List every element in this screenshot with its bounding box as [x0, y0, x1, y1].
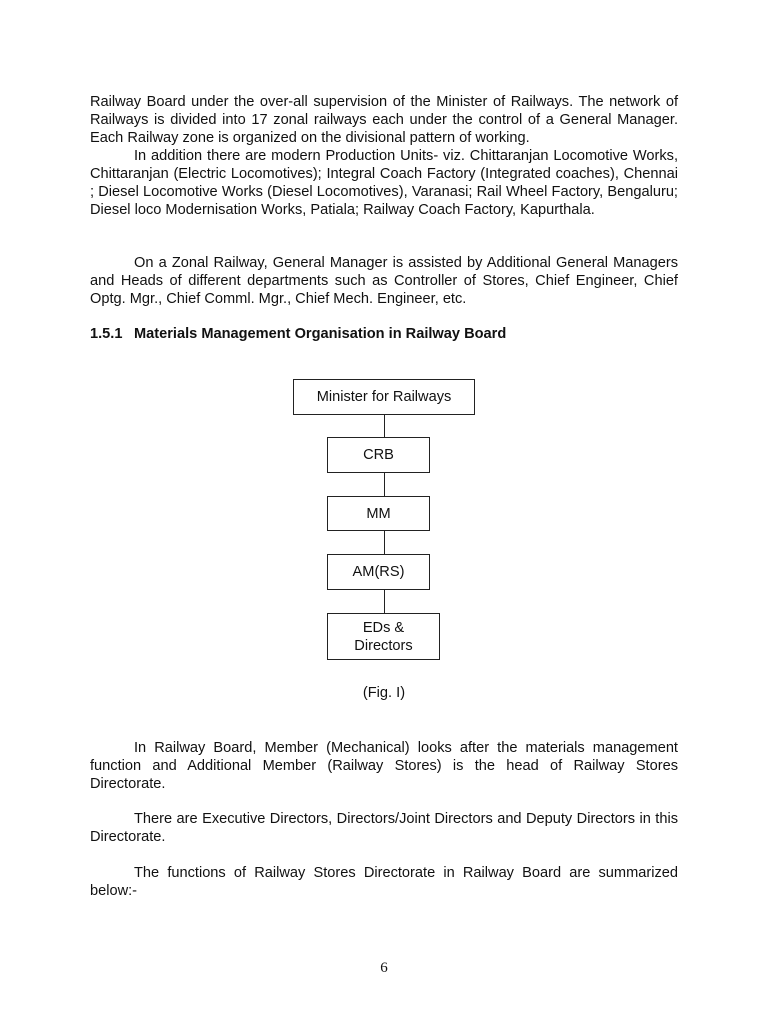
- paragraph-railway-board: Railway Board under the over-all supervision of the Minister of Railways. The network of Railways is divided into 17 zonal railways each under the control of a General Manager. Each Railway zone is organized on the divisional pattern of working.: [90, 94, 678, 146]
- paragraph-zonal-railway: On a Zonal Railway, General Manager is assisted by Additional General Managers and Heads of different departments such as Controller of Stores, Chief Engineer, Chief Optg. Mgr., Chief Comml. Mgr., Chief Mech. Engineer, etc.: [90, 255, 678, 307]
- org-box-eds-line2: Directors: [354, 637, 413, 654]
- org-box-mm: [327, 496, 430, 531]
- org-box-amrs-label: AM(RS): [352, 564, 405, 580]
- org-box-minister: [293, 379, 475, 415]
- intro-text-block: [90, 93, 678, 219]
- figure-caption: (Fig. I): [362, 685, 406, 701]
- directors-text-block: [90, 810, 678, 846]
- org-connector-2: [384, 473, 385, 496]
- org-connector-4: [384, 590, 385, 613]
- page-number: 6: [380, 960, 388, 976]
- org-box-eds-line1: EDs &: [362, 619, 405, 636]
- org-connector-1: [384, 415, 385, 437]
- section-title: Materials Management Organisation in Railway Board: [134, 326, 507, 342]
- paragraph-member-mechanical: In Railway Board, Member (Mechanical) looks after the materials management function and Additional Member (Railway Stores) is the head of Railway Stores Directorate.: [90, 740, 678, 792]
- zonal-text-block: [90, 254, 678, 308]
- paragraph-production-units: In addition there are modern Production Units- viz. Chittaranjan Locomotive Works, Chittaranjan (Electric Locomotives); Integral Coach Factory (Integrated coaches), Chennai ; Diesel Locomotive Works (Diesel Locomotives), Varanasi; Rail Wheel Factory, Bengaluru; Diesel loco Modernisation Works, Patiala; Railway Coach Factory, Kapurthala.: [90, 148, 678, 218]
- org-box-minister-label: Minister for Railways: [316, 389, 452, 405]
- member-text-block: [90, 739, 678, 793]
- org-box-crb-label: CRB: [363, 447, 394, 463]
- functions-text-block: [90, 864, 678, 900]
- paragraph-functions: The functions of Railway Stores Directorate in Railway Board are summarized below:-: [90, 865, 678, 899]
- org-box-crb: [327, 437, 430, 473]
- org-box-eds-directors: [327, 613, 440, 660]
- section-number: 1.5.1: [90, 326, 123, 342]
- section-heading: [90, 325, 506, 343]
- paragraph-executive-directors: There are Executive Directors, Directors/Joint Directors and Deputy Directors in this Directorate.: [90, 811, 678, 845]
- org-box-amrs: [327, 554, 430, 590]
- org-connector-3: [384, 531, 385, 554]
- org-box-mm-label: MM: [366, 505, 391, 522]
